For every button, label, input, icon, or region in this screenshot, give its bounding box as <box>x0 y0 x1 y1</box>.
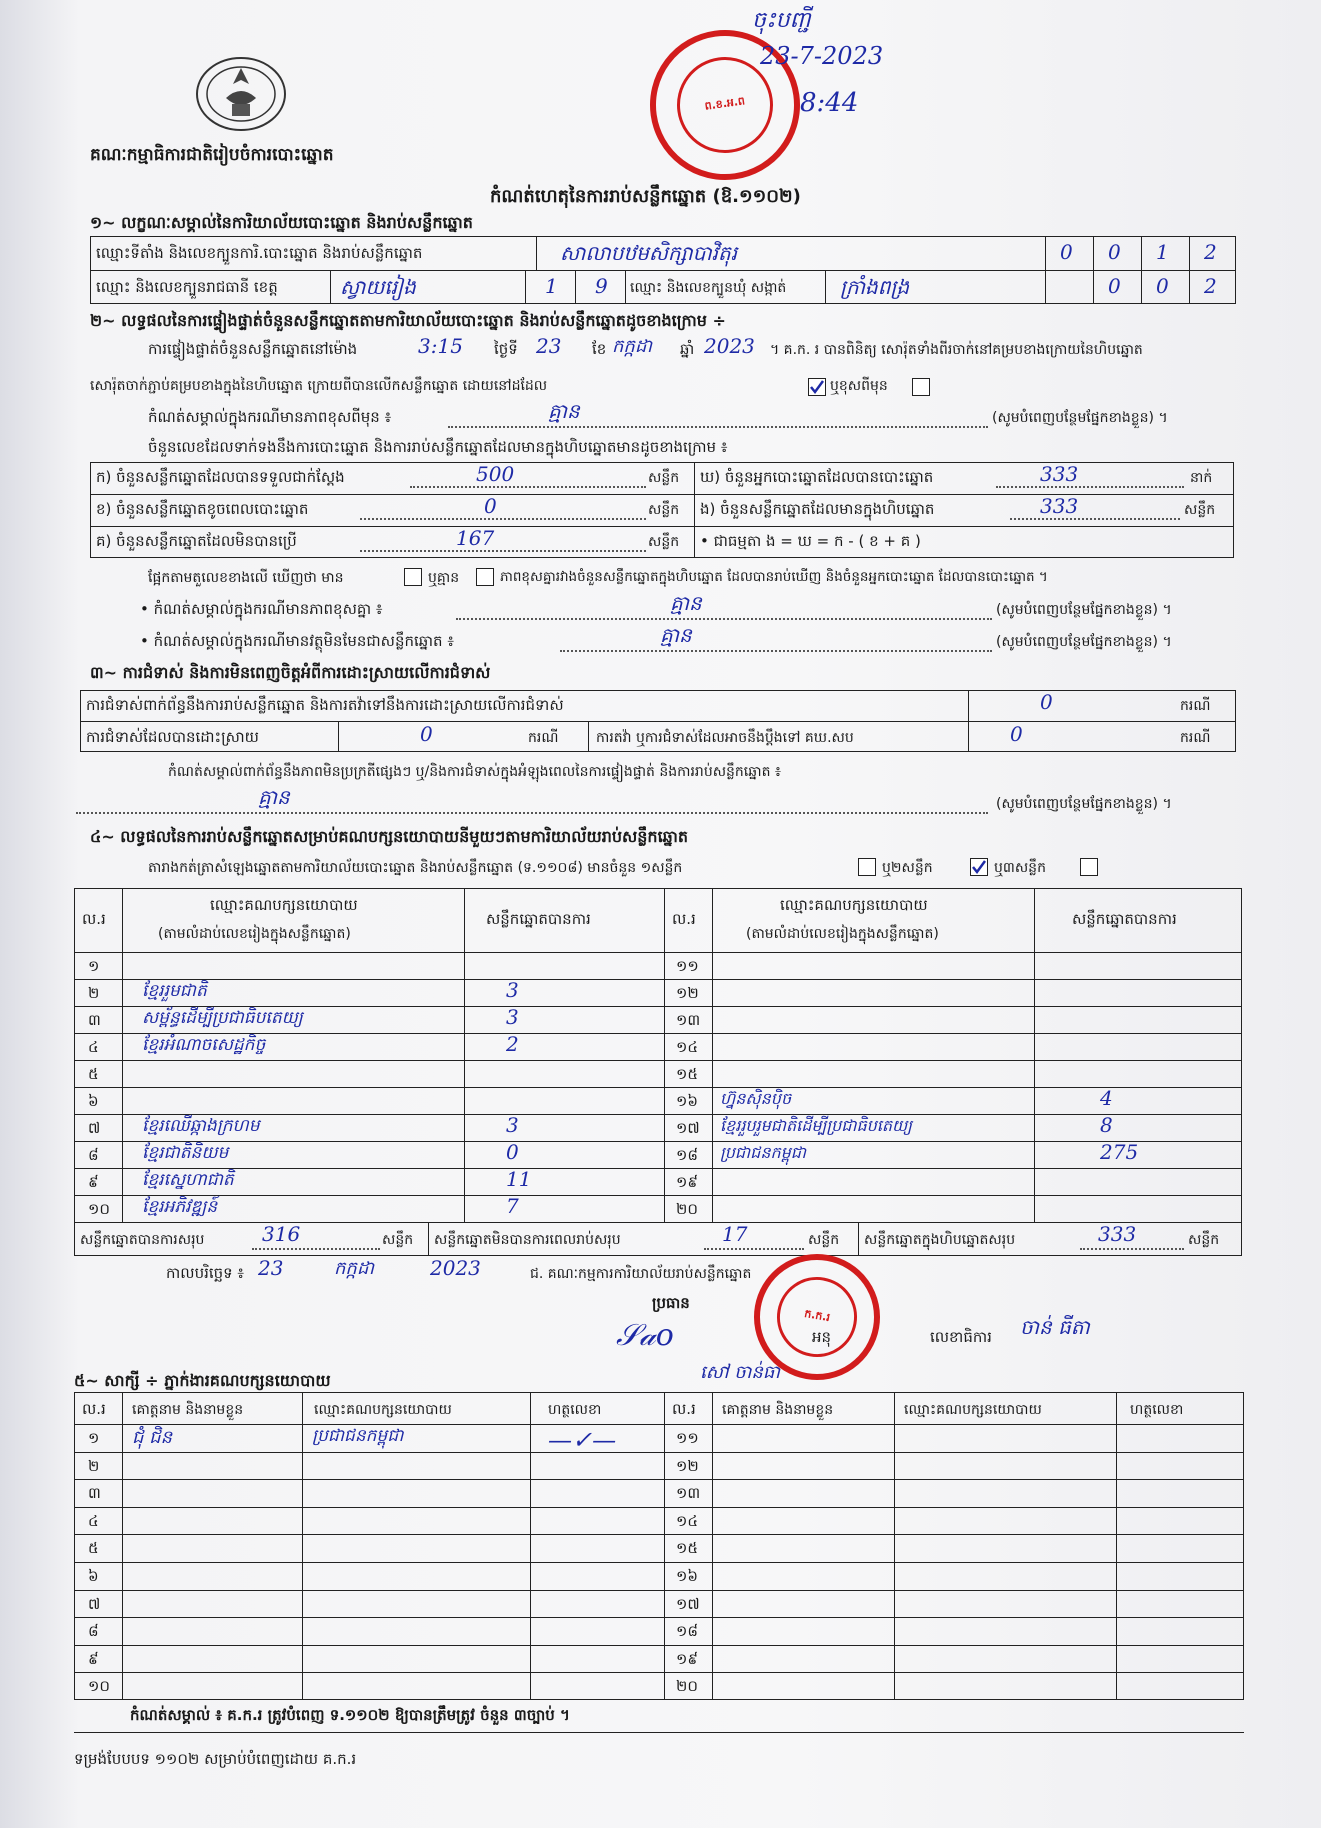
s4-h-party-right: ឈ្មោះគណបក្សនយោបាយ <box>780 896 928 914</box>
s2-rowB-unit: សន្លឹក <box>648 502 680 518</box>
s2-same-checkbox[interactable] <box>808 378 826 396</box>
s5-row-name: ជុំ ជិន <box>132 1427 172 1448</box>
s4-row-party-left: ខ្មែរជាតិនិយម <box>142 1143 229 1163</box>
s2-month-label: ខែ <box>592 340 607 358</box>
s4-row-no-left: ៣ <box>88 1011 101 1029</box>
s4-secretary-label: លេខាធិការ <box>930 1328 992 1346</box>
s4-row-no-right: ១៣ <box>676 1011 701 1029</box>
s5-row-no-left: ១ <box>88 1429 100 1447</box>
s1-commune-code-2: 0 <box>1156 274 1169 298</box>
s5-row-no-left: ១០ <box>88 1677 110 1695</box>
s1-row1-label: ឈ្មោះទីតាំង និងលេខក្បួនការិ.បោះឆ្នោត និងរាប់សន្លឹកឆ្នោត <box>96 244 423 262</box>
s5-h-no-left: ល.រ <box>82 1400 106 1418</box>
s2-rowA-unit: សន្លឹក <box>648 470 680 486</box>
s5-h-name-right: គោត្តនាម និងនាមខ្លួន <box>722 1402 834 1418</box>
s4-total-valid-value: 316 <box>262 1222 301 1246</box>
section2-title: ២~ លទ្ធផលនៃការផ្ទៀងផ្ទាត់ចំនួនសន្លឹកឆ្នោតតាមការិយាល័យបោះឆ្នោត និងរាប់សន្លឹកឆ្នោតដូចខាងក្រោម ÷ <box>90 311 726 330</box>
s4-total-valid-unit: សន្លឹក <box>382 1232 414 1248</box>
s4-row-party-left: ខ្មែរឈើឆ្កាងក្រហម <box>142 1116 260 1136</box>
s2-paragraph1: ការផ្ទៀងផ្ទាត់ចំនួនសន្លឹកឆ្នោតនៅម៉ោង <box>148 340 358 358</box>
s4-one-sheet-checkbox[interactable] <box>858 858 876 876</box>
s4-row-no-left: ៨ <box>88 1146 99 1164</box>
s4-chair-label: ប្រធាន <box>652 1294 690 1312</box>
s5-h-sign-left: ហត្ថលេខា <box>548 1402 602 1418</box>
s5-witness-signature: —✓— <box>548 1426 617 1454</box>
s5-row-no-right: ១៨ <box>676 1622 698 1640</box>
s1-station-code-4: 2 <box>1204 240 1217 264</box>
s1-province-name: ស្វាយរៀង <box>340 275 416 299</box>
s2-note3-hint: (សូមបំពេញបន្ថែមផ្នែកខាងខ្លួន) ។ <box>996 634 1172 650</box>
section4-title: ៤~ លទ្ធផលនៃការរាប់សន្លឹកឆ្នោតសម្រាប់គណបក្សនយោបាយនីមួយៗតាមការិយាល័យរាប់សន្លឹកឆ្នោត <box>90 827 689 846</box>
s4-committee-label: ជ. គណៈកម្មការការិយាល័យរាប់សន្លឹកឆ្នោត <box>530 1266 752 1282</box>
s4-secretary-name: ចាន់ ធីតា <box>1020 1315 1090 1339</box>
s4-row-votes-left: 3 <box>506 1005 519 1029</box>
s4-member-label: អនុ <box>812 1328 832 1346</box>
section1-title: ១~ លក្ខណៈសម្គាល់នៃការិយាល័យបោះឆ្នោត និងរាប់សន្លឹកឆ្នោត <box>90 213 473 232</box>
s5-row-no-right: ១៧ <box>676 1595 700 1613</box>
s1-province-code-2: 9 <box>595 274 608 298</box>
s5-h-party-left: ឈ្មោះគណបក្សនយោបាយ <box>314 1402 452 1418</box>
s2-paragraph2: សោរ៉ុតចាក់ភ្ជាប់គម្របខាងក្នុងនៃហិបឆ្នោត ក្រោយពីបានលើកសន្លឹកឆ្នោត ដោយនៅដដែល <box>90 378 548 394</box>
s2-year: 2023 <box>704 334 755 358</box>
s2-note2-hint: (សូមបំពេញបន្ថែមផ្នែកខាងខ្លួន) ។ <box>996 602 1172 618</box>
s4-row-no-right: ១៦ <box>676 1092 698 1110</box>
s2-diff-none-label: ឬគ្មាន <box>428 570 460 586</box>
s2-paragraph1-rest: ។ គ.ក. រ បានពិនិត្យ សោរ៉ុតទាំងពីរចាក់នៅគម្របខាងក្រោយនៃហិបឆ្នោត <box>770 342 1143 358</box>
s5-row-no-left: ៦ <box>88 1567 99 1585</box>
s2-rowD-value: 333 <box>1040 462 1079 486</box>
s2-note2-value: គ្មាន <box>670 591 702 615</box>
s4-row-party-right: ហ្វ៊ុនស៊ិនប៉ិច <box>720 1089 792 1108</box>
s2-note2-label: • កំណត់សម្គាល់ក្នុងករណីមានភាពខុសគ្នា ៖ <box>140 600 383 618</box>
s4-row-votes-right: 4 <box>1100 1086 1113 1110</box>
s1-commune-name: ក្រាំងពង្រ <box>840 275 910 299</box>
s4-date-year: 2023 <box>430 1256 481 1280</box>
s3-row2a-label: ការជំទាស់ដែលបានដោះស្រាយ <box>86 728 259 746</box>
s4-row-no-left: ៩ <box>88 1173 99 1191</box>
s4-h-party-sub-right: (តាមលំដាប់លេខរៀងក្នុងសន្លឹកឆ្នោត) <box>746 926 939 942</box>
s4-row-votes-left: 11 <box>506 1167 532 1191</box>
s4-total-invalid-unit: សន្លឹក <box>808 1232 840 1248</box>
s4-total-valid-label: សន្លឹកឆ្នោតបានការសរុប <box>80 1232 205 1248</box>
s3-row2a-case: ករណី <box>528 730 559 746</box>
s2-rowB-label: ខ) ចំនួនសន្លឹកឆ្នោតខូចពេលបោះឆ្នោត <box>96 500 309 518</box>
s3-row2a-value: 0 <box>420 722 433 746</box>
s4-date-label: កាលបរិច្ឆេទ ៖ <box>166 1264 245 1282</box>
s4-total-box-unit: សន្លឹក <box>1188 1232 1220 1248</box>
s5-row-no-right: ១៤ <box>676 1512 698 1530</box>
s2-rowE-value: 333 <box>1040 494 1079 518</box>
s4-date-day: 23 <box>258 1256 284 1280</box>
s4-row-no-left: ៦ <box>88 1092 99 1110</box>
s1-province-code-1: 1 <box>545 274 558 298</box>
registration-note-time: 8:44 <box>800 88 859 118</box>
s2-rowE-label: ង) ចំនួនសន្លឹកឆ្នោតដែលមានក្នុងហិបឆ្នោត <box>700 500 935 518</box>
s4-three-sheet-checkbox[interactable] <box>1080 858 1098 876</box>
s3-row1-label: ការជំទាស់ពាក់ព័ន្ធនឹងការរាប់សន្លឹកឆ្នោត និងការតវ៉ាទៅនឹងការដោះស្រាយលើការជំទាស់ <box>86 696 564 714</box>
s3-row2b-value: 0 <box>1010 722 1023 746</box>
s5-row-no-right: ១៥ <box>676 1539 698 1557</box>
bottom-red-stamp: ក.ក.រ <box>744 1244 890 1390</box>
s4-row-no-left: ២ <box>88 984 100 1002</box>
s5-h-no-right: ល.រ <box>672 1400 696 1418</box>
s5-row-no-left: ៨ <box>88 1622 99 1640</box>
s2-rowA-value: 500 <box>476 462 515 486</box>
s2-rowA-label: ក) ចំនួនសន្លឹកឆ្នោតដែលបានទទួលជាក់ស្តែង <box>96 468 345 486</box>
s3-note-value: គ្មាន <box>258 785 290 809</box>
s2-different-checkbox[interactable] <box>912 378 930 396</box>
s2-rowC-label: គ) ចំនួនសន្លឹកឆ្នោតដែលមិនបានប្រើ <box>96 532 297 550</box>
s4-h-no-left: ល.រ <box>82 910 106 928</box>
s1-station-code-1: 0 <box>1060 240 1073 264</box>
s4-row-party-left: ខ្មែរអភិវឌ្ឍន៍ <box>142 1197 218 1217</box>
s3-row1-value: 0 <box>1040 690 1053 714</box>
s4-intro: តារាងកត់ត្រាសំឡេងឆ្នោតតាមការិយាល័យបោះឆ្នោត និងរាប់សន្លឹកឆ្នោត (ទ.១១០៨) មានចំនួន ១សន្លឹក <box>148 860 683 876</box>
s4-row-no-left: ៤ <box>88 1038 99 1056</box>
s4-row-no-left: ១០ <box>88 1200 110 1218</box>
s4-row-votes-left: 3 <box>506 978 519 1002</box>
registration-note-1: ចុះបញ្ជី <box>752 8 811 33</box>
s2-fill-hint: (សូមបំពេញបន្ថែមផ្នែកខាងខ្លួន) ។ <box>992 410 1168 426</box>
s4-row-no-right: ១១ <box>676 957 699 975</box>
s2-rowB-value: 0 <box>484 494 497 518</box>
s2-rowC-unit: សន្លឹក <box>648 534 680 550</box>
s5-row-no-right: ១៦ <box>676 1567 698 1585</box>
registration-note-date: 23-7-2023 <box>760 42 884 70</box>
s4-h-party-left: ឈ្មោះគណបក្សនយោបាយ <box>210 896 358 914</box>
s2-rowD-unit: នាក់ <box>1190 470 1213 486</box>
s4-row-no-right: ១៨ <box>676 1146 698 1164</box>
s3-fill-hint: (សូមបំពេញបន្ថែមផ្នែកខាងខ្លួន) ។ <box>996 796 1172 812</box>
s4-h-no-right: ល.រ <box>672 910 696 928</box>
s4-two-sheet-checkbox[interactable] <box>970 858 988 876</box>
s5-h-sign-right: ហត្ថលេខា <box>1130 1402 1184 1418</box>
s4-row-votes-right: 8 <box>1100 1113 1113 1137</box>
footer-form-ref: ទម្រង់បែបបទ ១១០២ សម្រាប់បំពេញដោយ គ.ក.រ <box>74 1750 357 1768</box>
s2-different-label: ឬខុសពីមុន <box>830 378 888 394</box>
s4-row-votes-left: 2 <box>506 1032 519 1056</box>
s4-row-party-left: ខ្មែរស្នេហាជាតិ <box>142 1170 234 1190</box>
s1-polling-station-name: សាលាបឋមសិក្សាបាវិតុរ <box>560 241 738 265</box>
form-title: កំណត់ហេតុនៃការរាប់សន្លឹកឆ្នោត (ឱ.១១០២) <box>490 186 801 207</box>
s5-row-no-right: ១៣ <box>676 1484 701 1502</box>
s1-commune-label: ឈ្មោះ និងលេខក្បួនឃុំ សង្កាត់ <box>630 280 787 296</box>
s2-rowE-unit: សន្លឹក <box>1184 502 1216 518</box>
section5-title: ៥~ សាក្សី ÷ ភ្នាក់ងារគណបក្សនយោបាយ <box>74 1371 331 1390</box>
s5-h-party-right: ឈ្មោះគណបក្សនយោបាយ <box>904 1402 1042 1418</box>
s5-row-no-left: ៥ <box>88 1539 99 1557</box>
s5-h-name-left: គោត្តនាម និងនាមខ្លួន <box>132 1402 244 1418</box>
s2-note3-label: • កំណត់សម្គាល់ក្នុងករណីមានវត្ថុមិនមែនជាសន្លឹកឆ្នោត ៖ <box>140 632 454 650</box>
s2-rowC-value: 167 <box>456 526 495 550</box>
s3-note: កំណត់សម្គាល់ពាក់ព័ន្ធនឹងភាពមិនប្រក្រតីផ្សេងៗ ឬ/និងការជំទាស់ក្នុងអំឡុងពេលនៃការផ្ទៀងផ្ទាត់ និងការរាប់សន្លឹកឆ្នោត ៖ <box>168 764 782 780</box>
s2-month: កក្កដា <box>612 336 652 357</box>
s5-witness-table <box>74 1392 1244 1700</box>
s4-row-no-left: ៧ <box>88 1119 101 1137</box>
s4-total-box-label: សន្លឹកឆ្នោតក្នុងហិបឆ្នោតសរុប <box>864 1232 1016 1248</box>
s4-row-no-right: ១២ <box>676 984 699 1002</box>
s4-h-votes-right: សន្លឹកឆ្នោតបានការ <box>1072 910 1177 928</box>
s2-diff-no-checkbox[interactable] <box>476 568 494 586</box>
s5-row-no-right: ២០ <box>676 1677 698 1695</box>
s2-diff-rest: ភាពខុសគ្នារវាងចំនួនសន្លឹកឆ្នោតក្នុងហិបឆ្នោត ដែលបានរាប់ឃើញ និងចំនួនអ្នកបោះឆ្នោត ដែលបានបោះឆ្នោត ។ <box>500 569 1048 585</box>
s1-row2-label: ឈ្មោះ និងលេខក្បួនរាជធានី ខេត្ត <box>96 278 278 296</box>
s2-diff-line: ផ្អែកតាមតួលេខខាងលើ ឃើញថា មាន <box>148 570 344 586</box>
s2-rowD-label: ឃ) ចំនួនអ្នកបោះឆ្នោតដែលបានបោះឆ្នោត <box>700 468 934 486</box>
s4-h-party-sub-left: (តាមលំដាប់លេខរៀងក្នុងសន្លឹកឆ្នោត) <box>158 926 351 942</box>
s5-row-party: ប្រជាជនកម្ពុជា <box>312 1426 404 1446</box>
s4-row-no-left: ១ <box>88 957 100 975</box>
s4-h-votes-left: សន្លឹកឆ្នោតបានការ <box>486 910 591 928</box>
s5-row-no-left: ៩ <box>88 1650 99 1668</box>
s2-note3-value: គ្មាន <box>660 623 692 647</box>
s1-station-code-2: 0 <box>1108 240 1121 264</box>
s2-diff-yes-checkbox[interactable] <box>404 568 422 586</box>
s3-row2b-label: ការតវ៉ា ឬការជំទាស់ដែលអាចនឹងប្ដឹងទៅ គឃ.សប <box>596 730 854 746</box>
s4-row-no-right: ១៤ <box>676 1038 698 1056</box>
s4-row-party-right: ខ្មែររួបរួមជាតិដើម្បីប្រជាធិបតេយ្យ <box>720 1116 913 1135</box>
s2-note-value: គ្មាន <box>548 399 580 423</box>
s4-row-party-right: ប្រជាជនកម្ពុជា <box>720 1143 807 1162</box>
s5-row-no-left: ៣ <box>88 1484 101 1502</box>
s1-commune-code-3: 2 <box>1204 274 1217 298</box>
s4-chair-signature: 𝒮𝒶𝑜 <box>616 1318 674 1353</box>
s2-time: 3:15 <box>418 334 463 358</box>
nec-emblem-icon <box>192 54 290 134</box>
s5-row-no-left: ៤ <box>88 1512 99 1530</box>
s4-date-month: កក្កដា <box>334 1258 374 1279</box>
s4-row-votes-left: 3 <box>506 1113 519 1137</box>
s2-day: 23 <box>536 334 562 358</box>
section3-title: ៣~ ការជំទាស់ និងការមិនពេញចិត្តអំពីការដោះស្រាយលើការជំទាស់ <box>90 663 491 682</box>
s4-row-party-left: សម្ព័ន្ធដើម្បីប្រជាធិបតេយ្យ <box>142 1008 303 1028</box>
s4-row-no-left: ៥ <box>88 1065 99 1083</box>
s3-row2b-case: ករណី <box>1180 730 1211 746</box>
s1-commune-code-1: 0 <box>1108 274 1121 298</box>
s5-row-no-left: ២ <box>88 1457 100 1475</box>
s1-station-code-3: 1 <box>1156 240 1169 264</box>
s5-row-no-right: ១២ <box>676 1457 699 1475</box>
s4-two-sheet-label: ឬ២សន្លឹក <box>882 860 933 876</box>
s3-row1-case: ករណី <box>1180 698 1211 714</box>
s4-total-box-value: 333 <box>1098 1222 1137 1246</box>
committee-name: គណៈកម្មាធិការជាតិរៀបចំការបោះឆ្នោត <box>90 145 334 165</box>
s4-three-sheet-label: ឬ៣សន្លឹក <box>994 860 1046 876</box>
s4-row-no-right: ១៥ <box>676 1065 698 1083</box>
s2-intro: ចំនួនលេខដែលទាក់ទងនឹងការបោះឆ្នោត និងការរាប់សន្លឹកឆ្នោតដែលមានក្នុងហិបឆ្នោតមានដូចខាងក្រោម ៖ <box>148 438 728 456</box>
s4-total-invalid-label: សន្លឹកឆ្នោតមិនបានការពេលរាប់សរុប <box>434 1232 621 1248</box>
s5-row-no-left: ៧ <box>88 1595 101 1613</box>
footer-note: កំណត់សម្គាល់ ៖ គ.ក.រ ត្រូវបំពេញ ទ.១១០២ ឱ្យបានត្រឹមត្រូវ ចំនួន ៣ច្បាប់ ។ <box>130 1706 570 1724</box>
s4-row-no-right: ២០ <box>676 1200 698 1218</box>
s2-year-label: ឆ្នាំ <box>680 340 695 358</box>
s4-row-votes-right: 275 <box>1100 1140 1139 1164</box>
s4-chair-name: សៅ ចាន់ធា <box>700 1362 780 1383</box>
s5-row-no-right: ១១ <box>676 1429 699 1447</box>
s4-total-invalid-value: 17 <box>722 1222 748 1246</box>
s2-formula: • ជាធម្មតា ង = ឃ = ក - ( ខ + គ ) <box>700 532 921 550</box>
s4-row-votes-left: 0 <box>506 1140 519 1164</box>
top-red-stamp: ព.ខ.អ.ព <box>640 20 809 189</box>
s2-day-label: ថ្ងៃទី <box>494 340 518 358</box>
s4-row-no-right: ១៧ <box>676 1119 700 1137</box>
s2-note-label: កំណត់សម្គាល់ក្នុងករណីមានភាពខុសពីមុន ៖ <box>148 408 392 426</box>
s4-row-party-left: ខ្មែររួមជាតិ <box>142 981 207 1001</box>
s4-row-votes-left: 7 <box>506 1194 519 1218</box>
s5-row-no-right: ១៩ <box>676 1650 698 1668</box>
s4-row-party-left: ខ្មែរអំណាចសេដ្ឋកិច្ច <box>142 1035 266 1055</box>
s4-row-no-right: ១៩ <box>676 1173 698 1191</box>
